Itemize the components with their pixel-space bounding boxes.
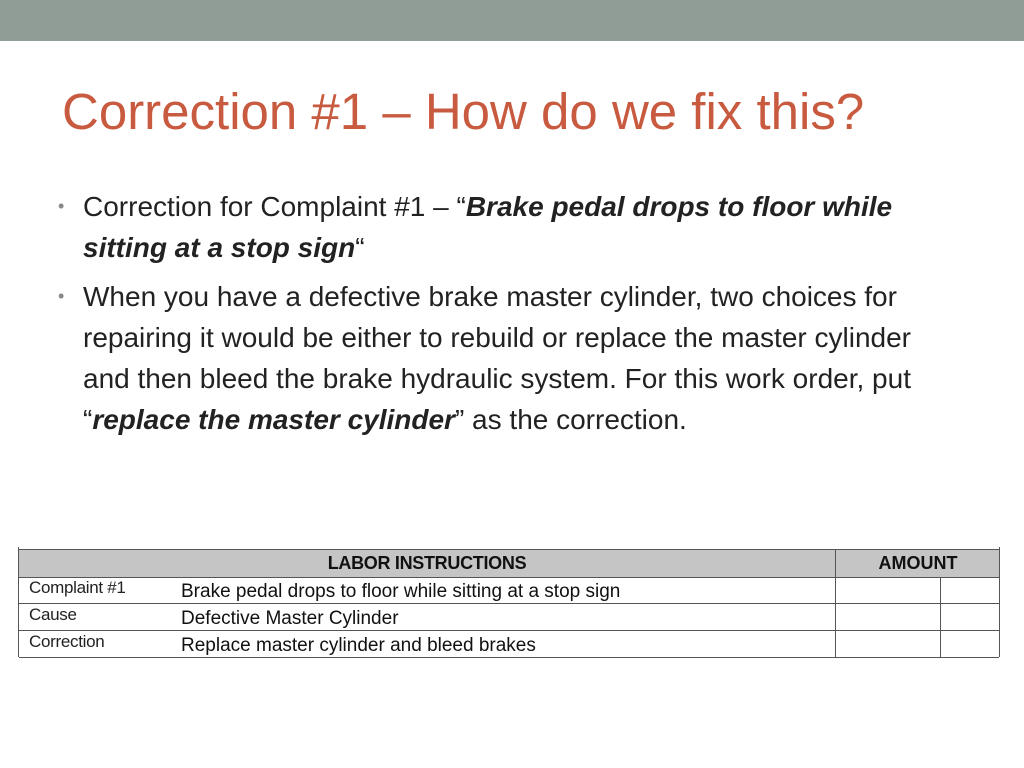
labor-instructions-form bbox=[18, 547, 1000, 657]
form-row-correction bbox=[19, 631, 999, 658]
form-row-complaint bbox=[19, 577, 999, 604]
cell-divider bbox=[835, 604, 836, 630]
bullet-suffix: “ bbox=[355, 232, 365, 263]
slide-title: Correction #1 – How do we fix this? bbox=[62, 83, 865, 140]
top-band bbox=[0, 0, 1024, 41]
row-value: Defective Master Cylinder bbox=[181, 608, 399, 629]
amount-header: AMOUNT bbox=[835, 550, 1000, 577]
row-label: Complaint #1 bbox=[29, 578, 126, 597]
bullet-text: Correction for Complaint #1 – “ bbox=[83, 191, 466, 222]
bullet-text: When you have a defective brake master cylinder, two choices for repairing it would be either to rebuild or replace the master cylinder and then bleed the brake hydraulic system. For this work order, put “ bbox=[83, 281, 911, 435]
bullet-item bbox=[58, 276, 928, 440]
cell-divider bbox=[835, 631, 836, 657]
form-row-cause bbox=[19, 604, 999, 631]
cell-divider bbox=[940, 604, 941, 630]
bullet-dot-icon: • bbox=[58, 286, 65, 306]
bullet-dot-icon: • bbox=[58, 196, 65, 216]
cell-divider bbox=[940, 631, 941, 657]
labor-instructions-header: LABOR INSTRUCTIONS bbox=[327, 553, 527, 573]
bullet-list bbox=[58, 186, 928, 448]
bullet-emphasis: replace the master cylinder bbox=[92, 404, 455, 435]
row-label: Correction bbox=[29, 632, 105, 651]
row-value: Brake pedal drops to floor while sitting at a stop sign bbox=[181, 581, 621, 602]
row-label: Cause bbox=[29, 605, 77, 624]
bullet-suffix: ” as the correction. bbox=[454, 404, 687, 435]
row-value: Replace master cylinder and bleed brakes bbox=[181, 635, 536, 656]
cell-divider bbox=[940, 577, 941, 603]
cell-divider bbox=[835, 577, 836, 603]
form-header bbox=[19, 549, 999, 578]
bullet-item bbox=[58, 186, 928, 268]
bullet-emphasis: Brake pedal drops to floor while sitting at a stop sign bbox=[83, 191, 893, 263]
